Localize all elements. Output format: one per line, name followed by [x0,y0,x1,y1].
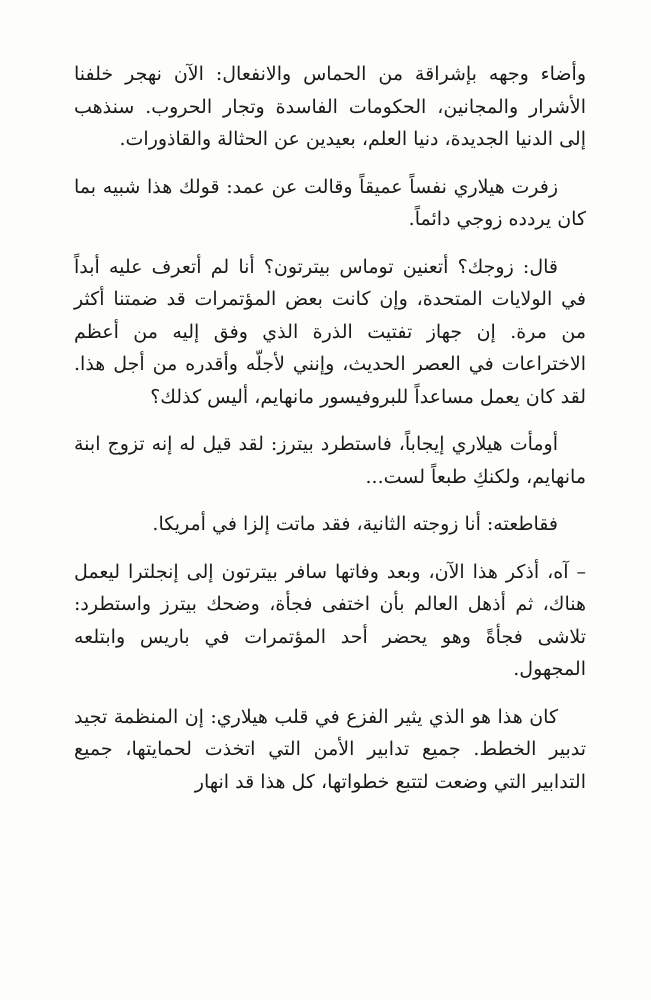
page-text [74,58,586,798]
paragraph-5: فقاطعته: أنا زوجته الثانية، فقد ماتت إلزا في أمريكا. [152,513,558,535]
paragraph-2: زفرت هيلاري نفساً عميقاً وقالت عن عمد: قولك هذا شبيه بما كان يردده زوجي دائماً. [74,175,586,230]
paragraph-4: أومأت هيلاري إيجاباً، فاستطرد بيترز: لقد قيل له إنه تزوج ابنة مانهايم، ولكنكِ طبعاً لست... [74,433,586,488]
paragraph-3: قال: زوجك؟ أتعنين توماس بيترتون؟ أنا لم أتعرف عليه أبداً في الولايات المتحدة، وإن كانت بعض المؤتمرات قد ضمتنا أكثر من مرة. إن جهاز تفتيت الذرة الذي وفق إليه من أعظم الاختراعات في العصر الحديث، وإنني لأجلّه وأقدره من أجل هذا. لقد كان يعمل مساعداً للبروفيسور مانهايم، أليس كذلك؟ [74,255,586,408]
paragraph-6: – آه، أذكر هذا الآن، وبعد وفاتها سافر بيترتون إلى إنجلترا ليعمل هناك، ثم أذهل العالم بأن اختفى فجأة، وضحك بيترز واستطرد: تلاشى فجأةً وهو يحضر أحد المؤتمرات في باريس وابتلعه المجهول. [74,560,586,680]
paragraph-7: كان هذا هو الذي يثير الفزع في قلب هيلاري: إن المنظمة تجيد تدبير الخطط. جميع تدابير الأمن التي اتخذت لحمايتها، جميع التدابير التي وضعت لتتبع خطواتها، كل هذا قد انهار [74,705,586,793]
paragraph-1: وأضاء وجهه بإشراقة من الحماس والانفعال: الآن نهجر خلفنا الأشرار والمجانين، الحكومات الفاسدة وتجار الحروب. سنذهب إلى الدنيا الجديدة، دنيا العلم، بعيدين عن الحثالة والقاذورات. [74,63,586,150]
